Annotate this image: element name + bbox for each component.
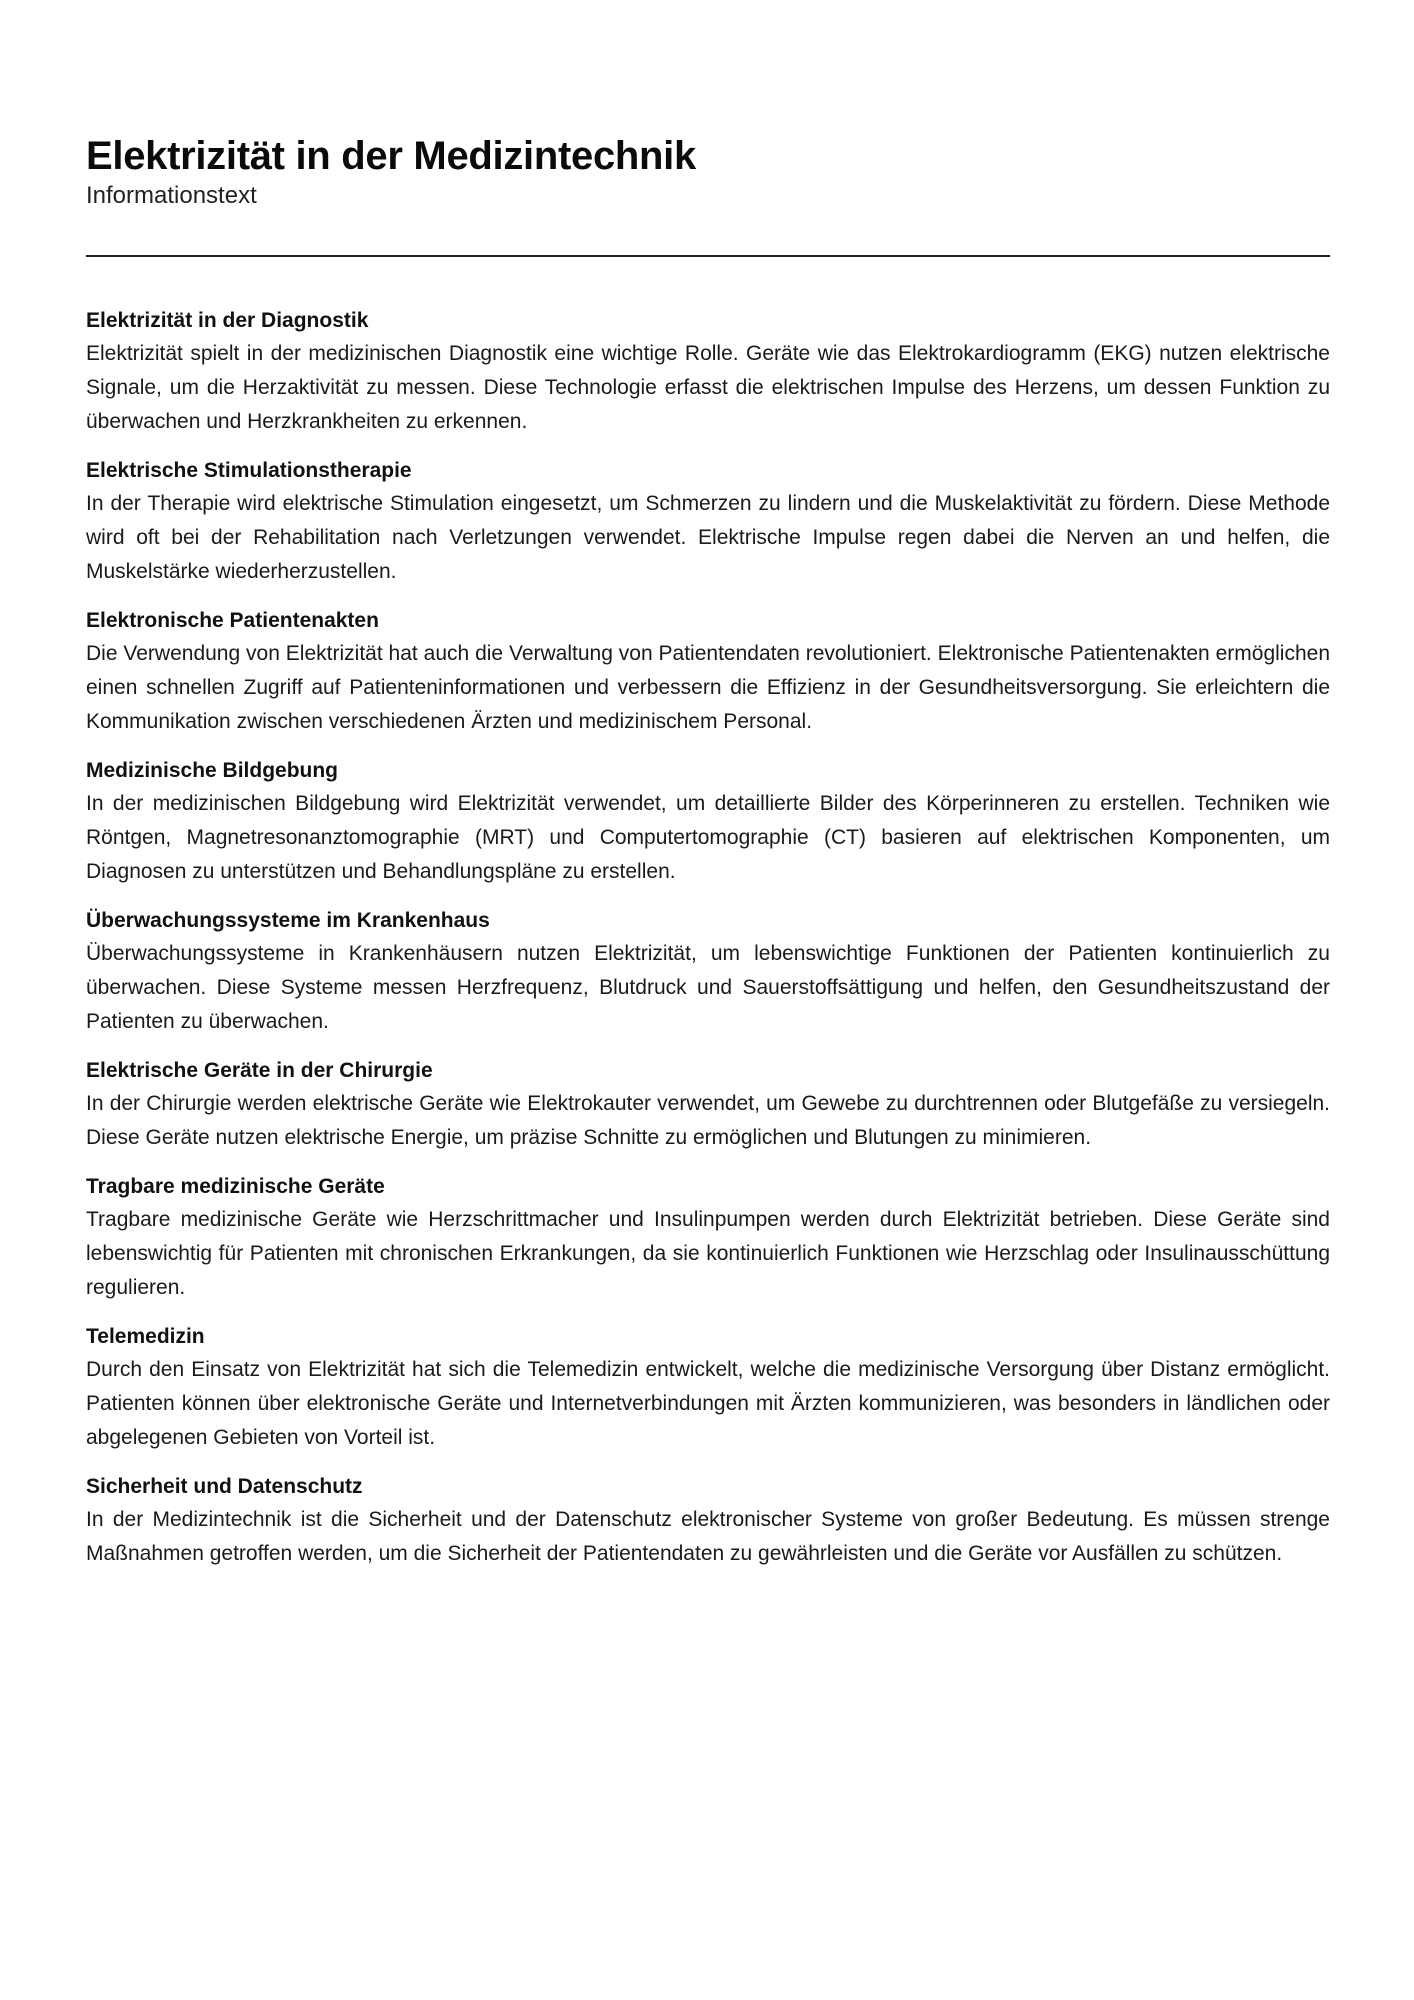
section-heading: Elektrische Geräte in der Chirurgie (86, 1058, 433, 1082)
section-body: Durch den Einsatz von Elektrizität hat sich die Telemedizin entwickelt, welche die medizinische Versorgung über Distanz ermöglicht. Patienten können über elektronische Geräte und Internetverbindungen mit Ärzten kommunizieren, was besonders in ländlichen oder abgelegenen Gebieten von Vorteil ist. (86, 1357, 1330, 1449)
section-chirurgie (86, 1055, 1330, 1155)
section-body: Tragbare medizinische Geräte wie Herzschrittmacher und Insulinpumpen werden durch Elektrizität betrieben. Diese Geräte sind lebenswichtig für Patienten mit chronischen Erkrankungen, da sie kontinuierlich Funktionen wie Herzschlag oder Insulinausschüttung regulieren. (86, 1207, 1330, 1299)
section-heading: Tragbare medizinische Geräte (86, 1174, 385, 1198)
section-heading: Elektrizität in der Diagnostik (86, 308, 369, 332)
section-stimulationstherapie (86, 455, 1330, 589)
section-heading: Überwachungssysteme im Krankenhaus (86, 908, 490, 932)
section-body: Die Verwendung von Elektrizität hat auch die Verwaltung von Patientendaten revolutioniert. Elektronische Patientenakten ermöglichen einen schnellen Zugriff auf Patienteninformationen und verbessern die Effizienz in der Gesundheitsversorgung. Sie erleichtern die Kommunikation zwischen verschiedenen Ärzten und medizinischem Personal. (86, 641, 1330, 733)
section-heading: Sicherheit und Datenschutz (86, 1474, 363, 1498)
section-heading: Elektrische Stimulationstherapie (86, 458, 412, 482)
section-telemedizin (86, 1321, 1330, 1455)
document-subtitle: Informationstext (86, 182, 257, 209)
section-tragbare-geraete (86, 1171, 1330, 1305)
section-heading: Medizinische Bildgebung (86, 758, 339, 782)
section-body: In der Medizintechnik ist die Sicherheit und der Datenschutz elektronischer Systeme von großer Bedeutung. Es müssen strenge Maßnahmen getroffen werden, um die Sicherheit der Patientendaten zu gewährleisten und die Geräte vor Ausfällen zu schützen. (86, 1507, 1330, 1565)
section-body: Elektrizität spielt in der medizinischen Diagnostik eine wichtige Rolle. Geräte wie das Elektrokardiogramm (EKG) nutzen elektrische Signale, um die Herzaktivität zu messen. Diese Technologie erfasst die elektrischen Impulse des Herzens, um dessen Funktion zu überwachen und Herzkrankheiten zu erkennen. (86, 341, 1330, 433)
section-body: In der medizinischen Bildgebung wird Elektrizität verwendet, um detaillierte Bilder des Körperinneren zu erstellen. Techniken wie Röntgen, Magnetresonanztomographie (MRT) und Computertomographie (CT) basieren auf elektrischen Komponenten, um Diagnosen zu unterstützen und Behandlungspläne zu erstellen. (86, 791, 1330, 883)
section-heading: Telemedizin (86, 1324, 205, 1348)
section-diagnostik (86, 305, 1330, 439)
section-ueberwachungssysteme (86, 905, 1330, 1039)
section-body: In der Chirurgie werden elektrische Geräte wie Elektrokauter verwendet, um Gewebe zu durchtrennen oder Blutgefäße zu versiegeln. Diese Geräte nutzen elektrische Energie, um präzise Schnitte zu ermöglichen und Blutungen zu minimieren. (86, 1091, 1330, 1149)
section-body: In der Therapie wird elektrische Stimulation eingesetzt, um Schmerzen zu lindern und die Muskelaktivität zu fördern. Diese Methode wird oft bei der Rehabilitation nach Verletzungen verwendet. Elektrische Impulse regen dabei die Nerven an und helfen, die Muskelstärke wiederherzustellen. (86, 491, 1330, 583)
section-body: Überwachungssysteme in Krankenhäusern nutzen Elektrizität, um lebenswichtige Funktionen der Patienten kontinuierlich zu überwachen. Diese Systeme messen Herzfrequenz, Blutdruck und Sauerstoffsättigung und helfen, den Gesundheitszustand der Patienten zu überwachen. (86, 941, 1330, 1033)
section-heading: Elektronische Patientenakten (86, 608, 379, 632)
document-page (86, 134, 1330, 1587)
header-divider (86, 255, 1330, 257)
section-patientenakten (86, 605, 1330, 739)
section-bildgebung (86, 755, 1330, 889)
document-title: Elektrizität in der Medizintechnik (86, 134, 696, 178)
section-datenschutz (86, 1471, 1330, 1571)
